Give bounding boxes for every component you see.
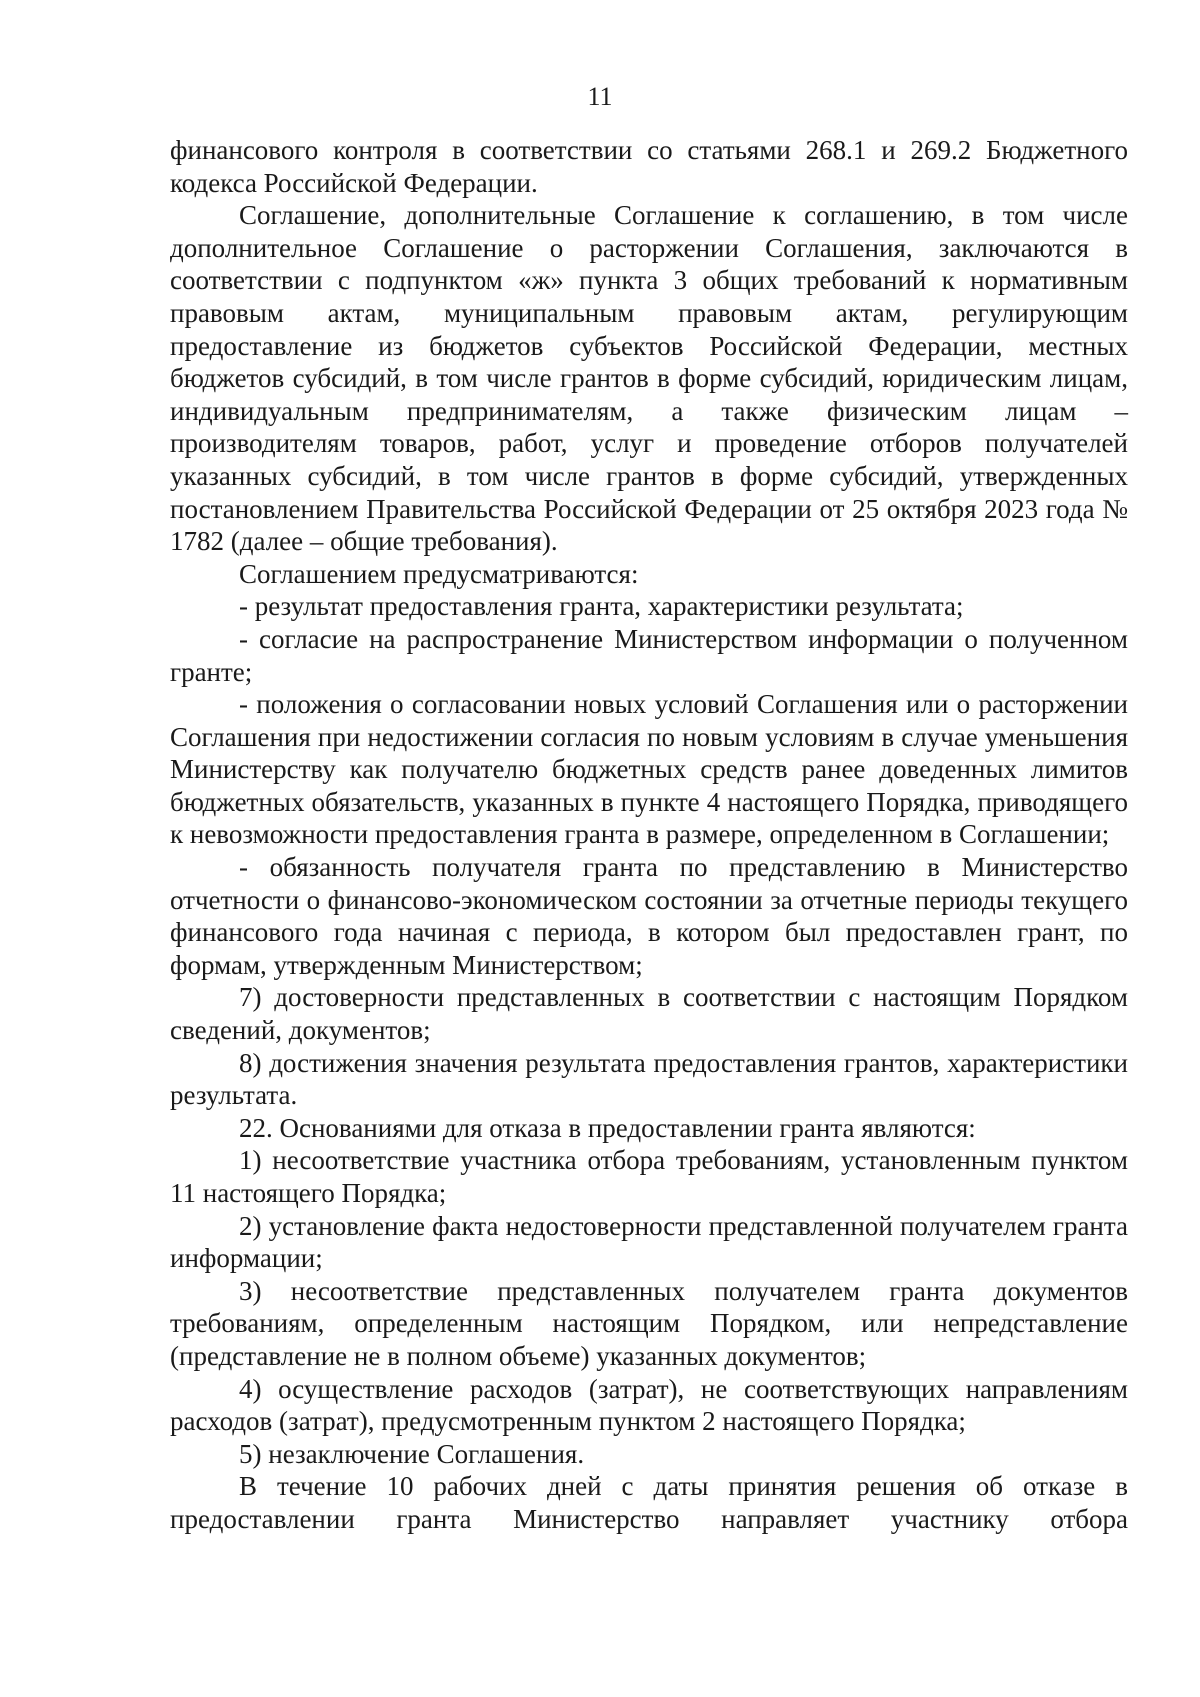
- paragraph-7: - обязанность получателя гранта по представлению в Министерство отчетности о финансово-экономическом состоянии за отчетные периоды текущего финансового года начиная с периода, в котором был предоставлен грант, по формам, утвержденным Министерством;: [170, 852, 1128, 980]
- paragraph-13: 3) несоответствие представленных получателем гранта документов требованиям, определенным настоящим Порядком, или непредставление (представление не в полном объеме) указанных документов;: [170, 1275, 1128, 1371]
- paragraph-12: 2) установление факта недостоверности представленной получателем гранта информации;: [170, 1210, 1128, 1274]
- paragraph-16: В течение 10 рабочих дней с даты принятия решения об отказе в предоставлении гранта Министерство направляет участнику отбора: [170, 1471, 1128, 1534]
- paragraph-14: 4) осуществление расходов (затрат), не соответствующих направлениям расходов (затрат), предусмотренным пунктом 2 настоящего Порядка;: [170, 1373, 1128, 1437]
- paragraph-1: финансового контроля в соответствии со статьями 268.1 и 269.2 Бюджетного кодекса Российской Федерации.: [170, 135, 1128, 198]
- paragraph-4: - результат предоставления гранта, характеристики результата;: [239, 591, 964, 622]
- document-body: [170, 134, 1128, 1536]
- paragraph-5: - согласие на распространение Министерством информации о полученном гранте;: [170, 623, 1128, 687]
- paragraph-8: 7) достоверности представленных в соответствии с настоящим Порядком сведений, документов;: [170, 982, 1128, 1046]
- paragraph-15: 5) незаключение Соглашения.: [239, 1438, 585, 1469]
- paragraph-2: Соглашение, дополнительные Соглашение к соглашению, в том числе дополнительное Соглашение о расторжении Соглашения, заключаются в соответствии с подпунктом «ж» пункта 3 общих требований к нормативным правовым актам, муниципальным правовым актам, регулирующим предоставление из бюджетов субъектов Российской Федерации, местных бюджетов субсидий, в том числе грантов в форме субсидий, юридическим лицам, индивидуальным предпринимателям, а также физическим лицам – производителям товаров, работ, услуг и проведение отборов получателей указанных субсидий, в том числе грантов в форме субсидий, утвержденных постановлением Правительства Российской Федерации от 25 октября 2023 года № 1782 (далее – общие требования).: [170, 200, 1128, 557]
- paragraph-3: Соглашением предусматриваются:: [239, 558, 639, 589]
- paragraph-6: - положения о согласовании новых условий Соглашения или о расторжении Соглашения при недостижении согласия по новым условиям в случае уменьшения Министерству как получателю бюджетных средств ранее доведенных лимитов бюджетных обязательств, указанных в пункте 4 настоящего Порядка, приводящего к невозможности предоставления гранта в размере, определенном в Соглашении;: [170, 689, 1128, 850]
- page-number: 11: [587, 82, 613, 111]
- paragraph-9: 8) достижения значения результата предоставления грантов, характеристики результата.: [170, 1047, 1128, 1111]
- paragraph-11: 1) несоответствие участника отбора требованиям, установленным пунктом 11 настоящего Порядка;: [170, 1145, 1128, 1208]
- paragraph-10: 22. Основаниями для отказа в предоставлении гранта являются:: [239, 1112, 976, 1143]
